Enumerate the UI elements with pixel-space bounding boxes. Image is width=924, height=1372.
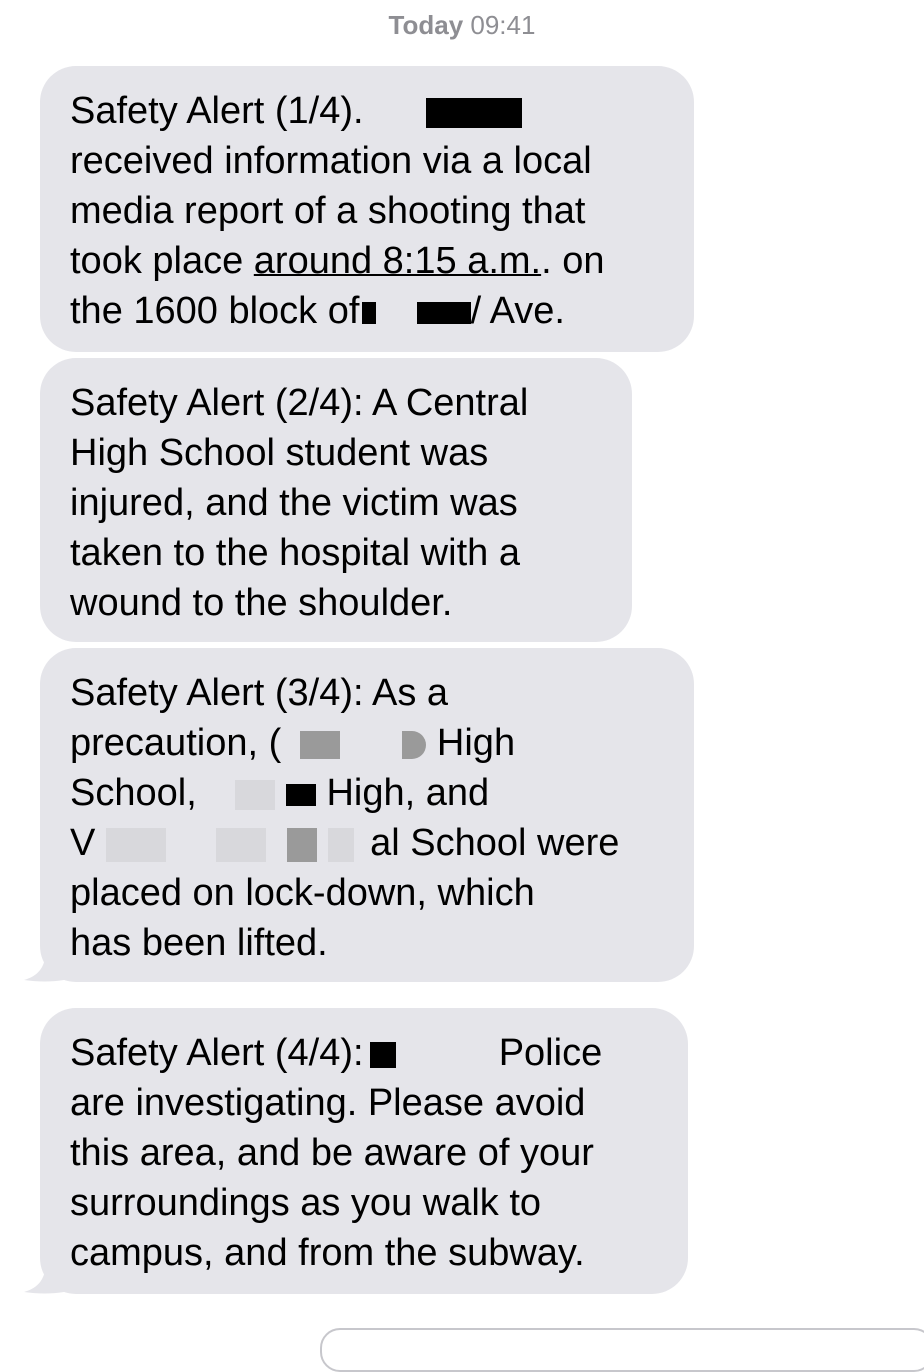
message-text: campus, and from the subway. — [70, 1232, 585, 1274]
message-text: al School were — [370, 822, 620, 864]
redaction — [286, 784, 316, 806]
bubble-tail — [24, 1266, 64, 1296]
redaction — [300, 731, 340, 759]
message-bubble[interactable] — [40, 1008, 688, 1294]
message-text: High — [436, 722, 516, 764]
bubble-tail — [24, 954, 64, 984]
message-text: . on — [541, 240, 605, 282]
message-text: wound to the shoulder. — [70, 582, 453, 624]
message-text: taken to the hospital with a — [70, 532, 520, 574]
redaction — [106, 828, 166, 862]
message-text: took place — [70, 240, 244, 282]
message-text: are investigating. Please avoid — [70, 1082, 586, 1124]
message-text: this area, and be aware of your — [70, 1132, 594, 1174]
message-text: injured, and the victim was — [70, 482, 518, 524]
message-text: Safety Alert (2/4): A Central — [70, 382, 529, 424]
message-bubble[interactable]: Safety Alert (1/4). received information via a local media report of a shooting that took place around 8:15 a.m.. on the 1600 block of / Ave. — [40, 66, 694, 352]
redaction — [426, 98, 522, 128]
message-bubble[interactable]: Safety Alert (3/4): As a precaution, ( High School, High, and V al School were placed on lock-down, which has been lifted. — [40, 648, 694, 982]
timestamp-time: 09:41 — [470, 10, 536, 40]
redaction — [216, 828, 266, 862]
message-text: media report of a shooting that — [70, 190, 586, 232]
message-text: Safety Alert (1/4) — [70, 90, 354, 132]
message-text: placed on lock-down, which — [70, 872, 535, 914]
redaction — [402, 731, 426, 759]
message-text: High, and — [326, 772, 490, 814]
message-text: High School student was — [70, 432, 489, 474]
redaction — [328, 828, 354, 862]
redaction — [370, 1042, 396, 1068]
message-text: Ave. — [489, 290, 565, 332]
redaction — [417, 302, 471, 324]
message-text: Safety Alert (4/4): — [70, 1032, 364, 1074]
message-text: Safety Alert (3/4): As a — [70, 672, 449, 714]
redaction — [235, 780, 275, 810]
message-text: has been lifted. — [70, 922, 328, 964]
message-text: precaution, — [70, 722, 259, 764]
time-link[interactable]: around 8:15 a.m. — [253, 240, 542, 282]
message-bubble[interactable] — [40, 358, 632, 642]
message-input[interactable] — [320, 1328, 924, 1372]
message-text: surroundings as you walk to — [70, 1182, 542, 1224]
timestamp-day: Today — [388, 10, 464, 40]
message-text: the 1600 block of — [70, 290, 360, 332]
message-text: Police — [498, 1032, 603, 1074]
redaction — [287, 828, 317, 862]
timestamp — [0, 10, 924, 41]
message-text: received information via a local — [70, 140, 592, 182]
redaction — [362, 302, 376, 324]
message-text: School, — [70, 772, 197, 814]
